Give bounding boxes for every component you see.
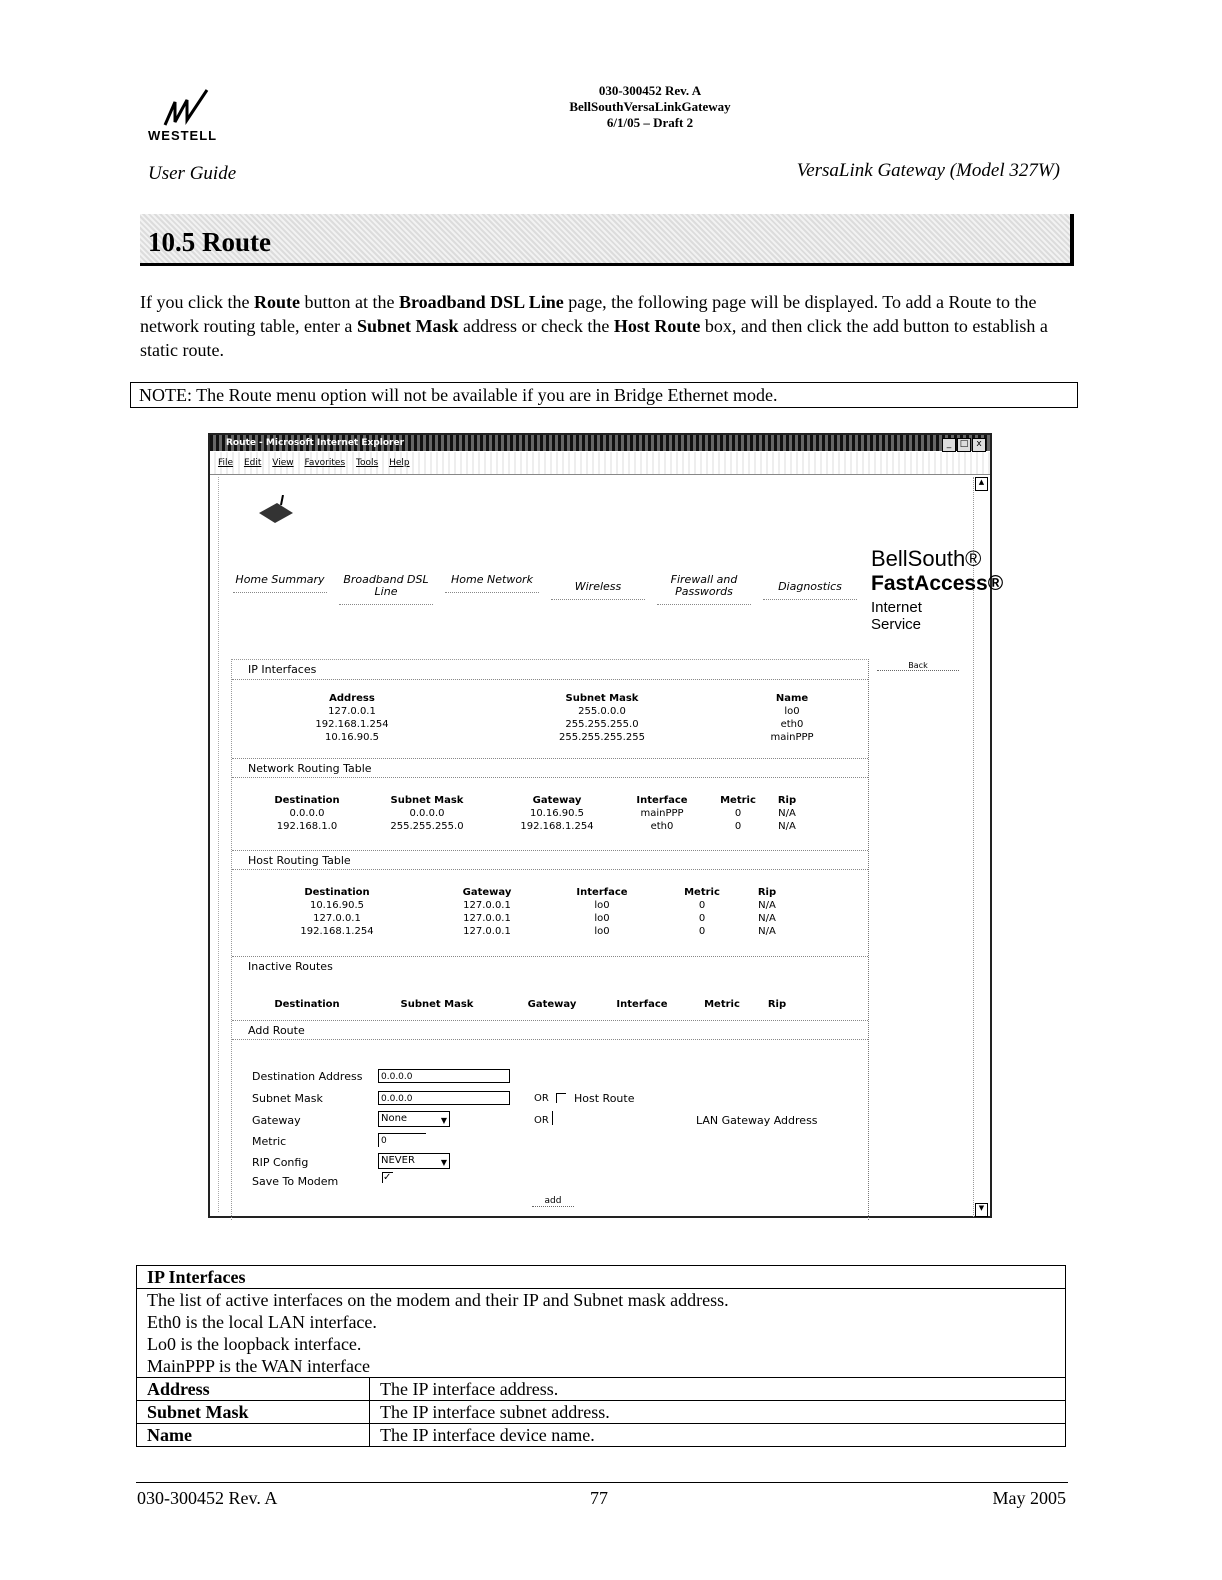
dest-address-input[interactable]: 0.0.0.0 [378,1069,510,1083]
cell: 0.0.0.0 [409,808,445,819]
desc-line: MainPPP is the WAN interface [147,1356,370,1376]
page-content [218,477,1004,1212]
lan-gateway-input[interactable] [552,1111,687,1125]
rip-select-value: NEVER [381,1155,415,1166]
or-label: OR [534,1093,549,1104]
doc-header [430,83,870,131]
add-button[interactable]: add [532,1196,574,1207]
field-name: Subnet Mask [137,1401,370,1424]
table-row [137,1378,1066,1401]
gateway-select-value: None [381,1113,408,1124]
gateway-label: Gateway [252,1114,301,1127]
cell: 0.0.0.0 [289,808,325,819]
col-header: Interface [636,795,688,806]
section-title: 10.5 Route [148,227,271,257]
cell: 0 [734,808,742,819]
col-header: Metric [720,795,756,806]
col-header: Interface [576,887,628,898]
back-button[interactable]: Back [877,661,959,671]
col-header: Metric [684,887,720,898]
cell: 127.0.0.1 [328,706,376,717]
ip-interfaces-heading: IP Interfaces [232,660,868,680]
window-title: Route - Microsoft Internet Explorer [226,438,405,448]
lan-gateway-label: LAN Gateway Address [696,1114,818,1127]
col-header: Name [775,693,809,704]
network-routing-heading: Network Routing Table [232,758,868,778]
col-header: Subnet Mask [400,999,474,1010]
col-header: Interface [616,999,668,1010]
cell: lo0 [594,900,610,911]
cell: 255.255.255.0 [565,719,639,730]
cell: N/A [758,900,776,911]
footer-date: May 2005 [992,1488,1066,1508]
field-desc: The IP interface address. [370,1378,1066,1401]
desc-line: The list of active interfaces on the modem and their IP and Subnet mask address. [147,1290,729,1310]
cell: 0 [698,900,706,911]
cell: lo0 [594,913,610,924]
scroll-up-icon[interactable]: ▲ [975,477,988,491]
nav-diagnostics[interactable]: Diagnostics [763,581,857,600]
col-header: Rip [767,999,787,1010]
rip-config-label: RIP Config [252,1156,309,1169]
cell: 255.0.0.0 [578,706,626,717]
table-description [137,1289,1066,1378]
cell: N/A [778,808,796,819]
desc-line: Lo0 is the loopback interface. [147,1334,362,1354]
cell: 192.168.1.254 [315,719,389,730]
doc-number: 030-300452 Rev. A [598,83,702,98]
cell: 127.0.0.1 [463,926,511,937]
cell: N/A [758,913,776,924]
subnet-mask-label: Subnet Mask [252,1092,323,1105]
brand-fastaccess: FastAccess® [871,572,1004,595]
cell: 10.16.90.5 [324,732,380,743]
menu-favorites[interactable]: Favorites [304,458,346,468]
cell: mainPPP [770,732,814,743]
menu-view[interactable]: View [272,458,294,468]
cell: 255.255.255.255 [559,732,645,743]
maximize-icon[interactable]: □ [957,438,971,452]
cell: 192.168.1.254 [300,926,374,937]
table-row [137,1424,1066,1447]
col-header: Address [329,693,375,704]
col-header: Gateway [462,887,512,898]
host-routing-heading: Host Routing Table [232,850,868,870]
page-number: 77 [590,1488,608,1508]
network-routing-grid [232,794,868,842]
draft-date: 6/1/05 – Draft 2 [606,115,694,130]
host-routing-grid [232,886,868,946]
col-header: Destination [274,795,340,806]
menu-bar [210,452,990,475]
cell: 192.168.1.254 [520,821,594,832]
dest-address-label: Destination Address [252,1070,363,1083]
intro-text: page, the following page will be displayed. To add a Route to the network routing table, enter a [140,292,1037,336]
cell: 127.0.0.1 [313,913,361,924]
route-panel [231,659,869,1220]
col-header: Destination [304,887,370,898]
subnet-mask-input[interactable]: 0.0.0.0 [378,1091,510,1105]
cell: 192.168.1.0 [276,821,338,832]
nav-firewall-passwords[interactable]: Firewall and Passwords [657,574,751,605]
host-route-label: Host Route [574,1092,635,1105]
rip-config-select[interactable] [378,1153,450,1169]
col-header: Subnet Mask [565,693,639,704]
field-name: Address [137,1378,370,1401]
model-label: VersaLink Gateway (Model 327W) [796,160,1060,181]
brand-bellsouth: BellSouth® [871,546,982,571]
intro-text: If you click the [140,292,254,312]
intro-text: button at the [299,292,399,312]
product-name: BellSouthVersaLinkGateway [569,99,731,114]
cell: 0 [698,913,706,924]
chevron-down-icon: ▼ [440,1158,447,1167]
col-header: Destination [274,999,340,1010]
menu-help[interactable]: Help [389,458,410,468]
cell: 10.16.90.5 [529,808,585,819]
field-desc: The IP interface subnet address. [370,1401,1066,1424]
footer-doc-number: 030-300452 Rev. A [137,1488,278,1508]
save-to-modem-checkbox[interactable]: ✓ [383,1172,392,1183]
col-header: Rip [777,795,797,806]
inactive-routes-grid [232,998,868,1014]
ip-interfaces-grid [232,692,868,752]
intro-text: box, and then click the add button to establish a static route. [140,316,1048,360]
close-icon[interactable]: x [972,438,986,452]
cell: lo0 [594,926,610,937]
westell-logo-text: WESTELL [148,128,218,143]
field-name: Name [137,1424,370,1447]
metric-input[interactable]: 0 [378,1133,426,1147]
cell: 127.0.0.1 [463,913,511,924]
cell: 10.16.90.5 [309,900,365,911]
cell: mainPPP [640,808,684,819]
intro-bold: Host Route [613,316,701,336]
metric-label: Metric [252,1135,287,1148]
brand-internet-service: Internet Service [871,599,922,633]
nav-home-summary[interactable]: Home Summary [233,574,327,593]
host-route-checkbox[interactable] [556,1093,566,1103]
or-label: OR [534,1115,549,1126]
modem-icon [255,495,295,529]
save-to-modem-label: Save To Modem [252,1175,339,1188]
menu-tools[interactable]: Tools [356,458,379,468]
section-bar [140,214,1074,266]
footer-rule [136,1482,1068,1483]
chevron-down-icon: ▼ [440,1116,447,1125]
intro-paragraph [140,290,1070,362]
nav-wireless[interactable]: Wireless [551,581,645,600]
cell: 0 [734,821,742,832]
ip-interfaces-table [136,1265,1066,1447]
cell: eth0 [650,821,674,832]
window-titlebar [210,435,990,451]
table-title: IP Interfaces [137,1266,1066,1289]
intro-text: address or check the [458,316,614,336]
cell: N/A [778,821,796,832]
cell: 0 [698,926,706,937]
col-header: Gateway [532,795,582,806]
browser-window [208,433,1004,1218]
nav-home-network[interactable]: Home Network [445,574,539,593]
scroll-down-icon[interactable]: ▼ [975,1203,988,1217]
window-controls [941,436,986,452]
intro-bold: Route [253,292,300,312]
cell: 255.255.255.0 [390,821,464,832]
col-header: Gateway [527,999,577,1010]
add-route-heading: Add Route [232,1020,868,1040]
menu-edit[interactable]: Edit [243,458,262,468]
cell: lo0 [784,706,800,717]
note-box: NOTE: The Route menu option will not be available if you are in Bridge Ethernet mode. [130,382,1078,408]
gateway-select[interactable] [378,1111,450,1127]
table-row [137,1401,1066,1424]
cell: eth0 [780,719,804,730]
minimize-icon[interactable]: _ [942,438,956,452]
desc-line: Eth0 is the local LAN interface. [147,1312,377,1332]
col-header: Rip [757,887,777,898]
menu-file[interactable]: File [218,458,234,468]
cell: 127.0.0.1 [463,900,511,911]
user-guide-label: User Guide [148,163,237,184]
intro-bold: Broadband DSL Line [398,292,564,312]
col-header: Subnet Mask [390,795,464,806]
intro-bold: Subnet Mask [356,316,459,336]
inactive-routes-heading: Inactive Routes [232,956,868,976]
nav-broadband-dsl-line[interactable]: Broadband DSL Line [339,574,433,605]
cell: N/A [758,926,776,937]
field-desc: The IP interface device name. [370,1424,1066,1447]
col-header: Metric [704,999,740,1010]
